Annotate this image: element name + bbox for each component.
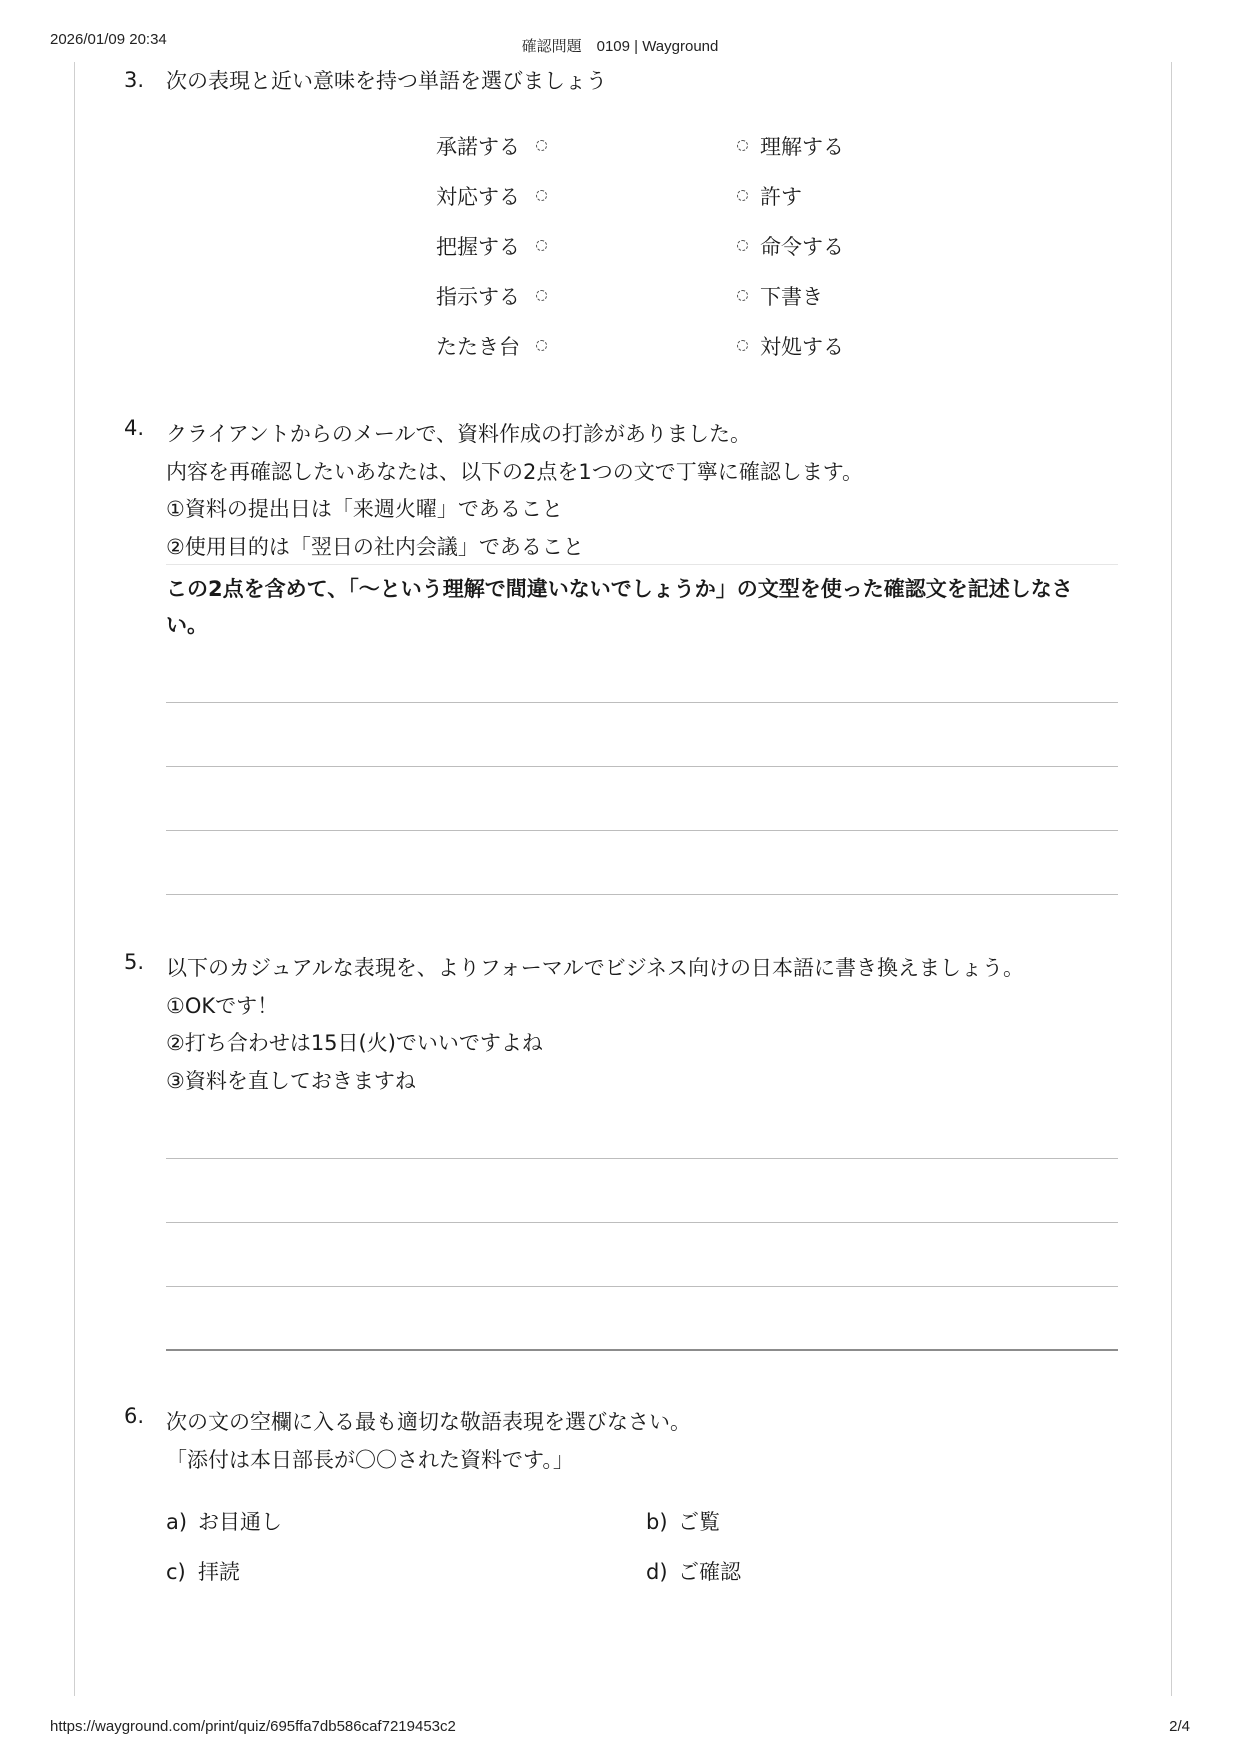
question-line: 内容を再確認したいあなたは、以下の2点を1つの文で丁寧に確認します。 <box>166 459 864 484</box>
match-row <box>0 131 1240 161</box>
match-right-item: 命令する <box>760 235 844 259</box>
answer-option-a[interactable] <box>166 1506 282 1536</box>
answer-line[interactable] <box>166 702 1118 703</box>
instruction-line: い。 <box>166 613 208 637</box>
answer-line[interactable] <box>166 1286 1118 1287</box>
match-right-radio-icon[interactable] <box>737 240 748 251</box>
match-row <box>0 181 1240 211</box>
answer-line[interactable] <box>166 1349 1118 1351</box>
option-letter: a) <box>166 1510 188 1534</box>
answer-line[interactable] <box>166 894 1118 895</box>
question-prompt: 次の表現と近い意味を持つ単語を選びましょう <box>166 69 607 93</box>
match-left-radio-icon[interactable] <box>536 290 547 301</box>
match-right-item: 対処する <box>760 335 844 359</box>
question-number: 5. <box>124 950 145 974</box>
question-line: ①OKです！ <box>166 993 279 1018</box>
question-instruction <box>166 571 1073 643</box>
match-left-item: 指示する <box>436 285 520 309</box>
match-left-radio-icon[interactable] <box>536 340 547 351</box>
match-row <box>0 231 1240 261</box>
match-right-item: 理解する <box>760 135 844 159</box>
match-left-item: 承諾する <box>436 135 520 159</box>
question-line: 以下のカジュアルな表現を、よりフォーマルでビジネス向けの日本語に書き換えましょう。 <box>166 956 1025 980</box>
question-body <box>166 416 863 566</box>
match-row <box>0 281 1240 311</box>
match-left-item: 把握する <box>436 235 520 259</box>
match-left-item: たたき台 <box>436 335 520 359</box>
instruction-line: この2点を含めて、「〜という理解で間違いないでしょうか」の文型を使った確認文を記述しなさ <box>166 577 1073 601</box>
match-right-radio-icon[interactable] <box>737 340 748 351</box>
match-left-radio-icon[interactable] <box>536 140 547 151</box>
answer-option-d[interactable] <box>646 1556 741 1586</box>
match-left-radio-icon[interactable] <box>536 240 547 251</box>
match-right-radio-icon[interactable] <box>737 290 748 301</box>
question-line: ②使用目的は「翌日の社内会議」であること <box>166 534 584 559</box>
question-line: ①資料の提出日は「来週火曜」であること <box>166 497 563 521</box>
question-sentence: 「添付は本日部長が〇〇された資料です。」 <box>166 1447 574 1472</box>
question-line: クライアントからのメールで、資料作成の打診がありました。 <box>166 422 752 446</box>
option-text: ご確認 <box>678 1560 741 1584</box>
option-text: お目通し <box>198 1510 282 1534</box>
separator <box>166 564 1118 565</box>
answer-option-b[interactable] <box>646 1506 720 1536</box>
question-line: 次の文の空欄に入る最も適切な敬語表現を選びなさい。 <box>166 1410 691 1434</box>
match-right-radio-icon[interactable] <box>737 190 748 201</box>
question-body <box>166 1404 691 1479</box>
page-url[interactable]: https://wayground.com/print/quiz/695ffa7db586caf7219453c2 <box>50 1718 456 1735</box>
question-line: ③資料を直しておきますね <box>166 1068 416 1093</box>
answer-line[interactable] <box>166 1158 1118 1159</box>
answer-line[interactable] <box>166 1222 1118 1223</box>
option-letter: d) <box>646 1560 668 1584</box>
page-number: 2/4 <box>1169 1718 1190 1735</box>
match-left-radio-icon[interactable] <box>536 190 547 201</box>
match-right-item: 下書き <box>760 285 823 309</box>
question-line: ②打ち合わせは15日(火)でいいですよね <box>166 1031 543 1055</box>
option-letter: c) <box>166 1560 186 1584</box>
question-number: 4. <box>124 416 145 440</box>
match-row <box>0 331 1240 361</box>
question-body <box>166 950 1024 1100</box>
answer-line[interactable] <box>166 830 1118 831</box>
option-text: 拝読 <box>198 1560 240 1584</box>
option-text: ご覧 <box>678 1510 720 1534</box>
match-right-radio-icon[interactable] <box>737 140 748 151</box>
question-number: 3. <box>124 68 145 92</box>
page-title: 確認問題 0109 | Wayground <box>521 38 719 55</box>
question-number: 6. <box>124 1404 145 1428</box>
match-left-item: 対応する <box>436 185 520 209</box>
match-right-item: 許す <box>760 185 802 209</box>
answer-option-c[interactable] <box>166 1556 240 1586</box>
answer-line[interactable] <box>166 766 1118 767</box>
print-timestamp: 2026/01/09 20:34 <box>50 31 167 48</box>
option-letter: b) <box>646 1510 668 1534</box>
